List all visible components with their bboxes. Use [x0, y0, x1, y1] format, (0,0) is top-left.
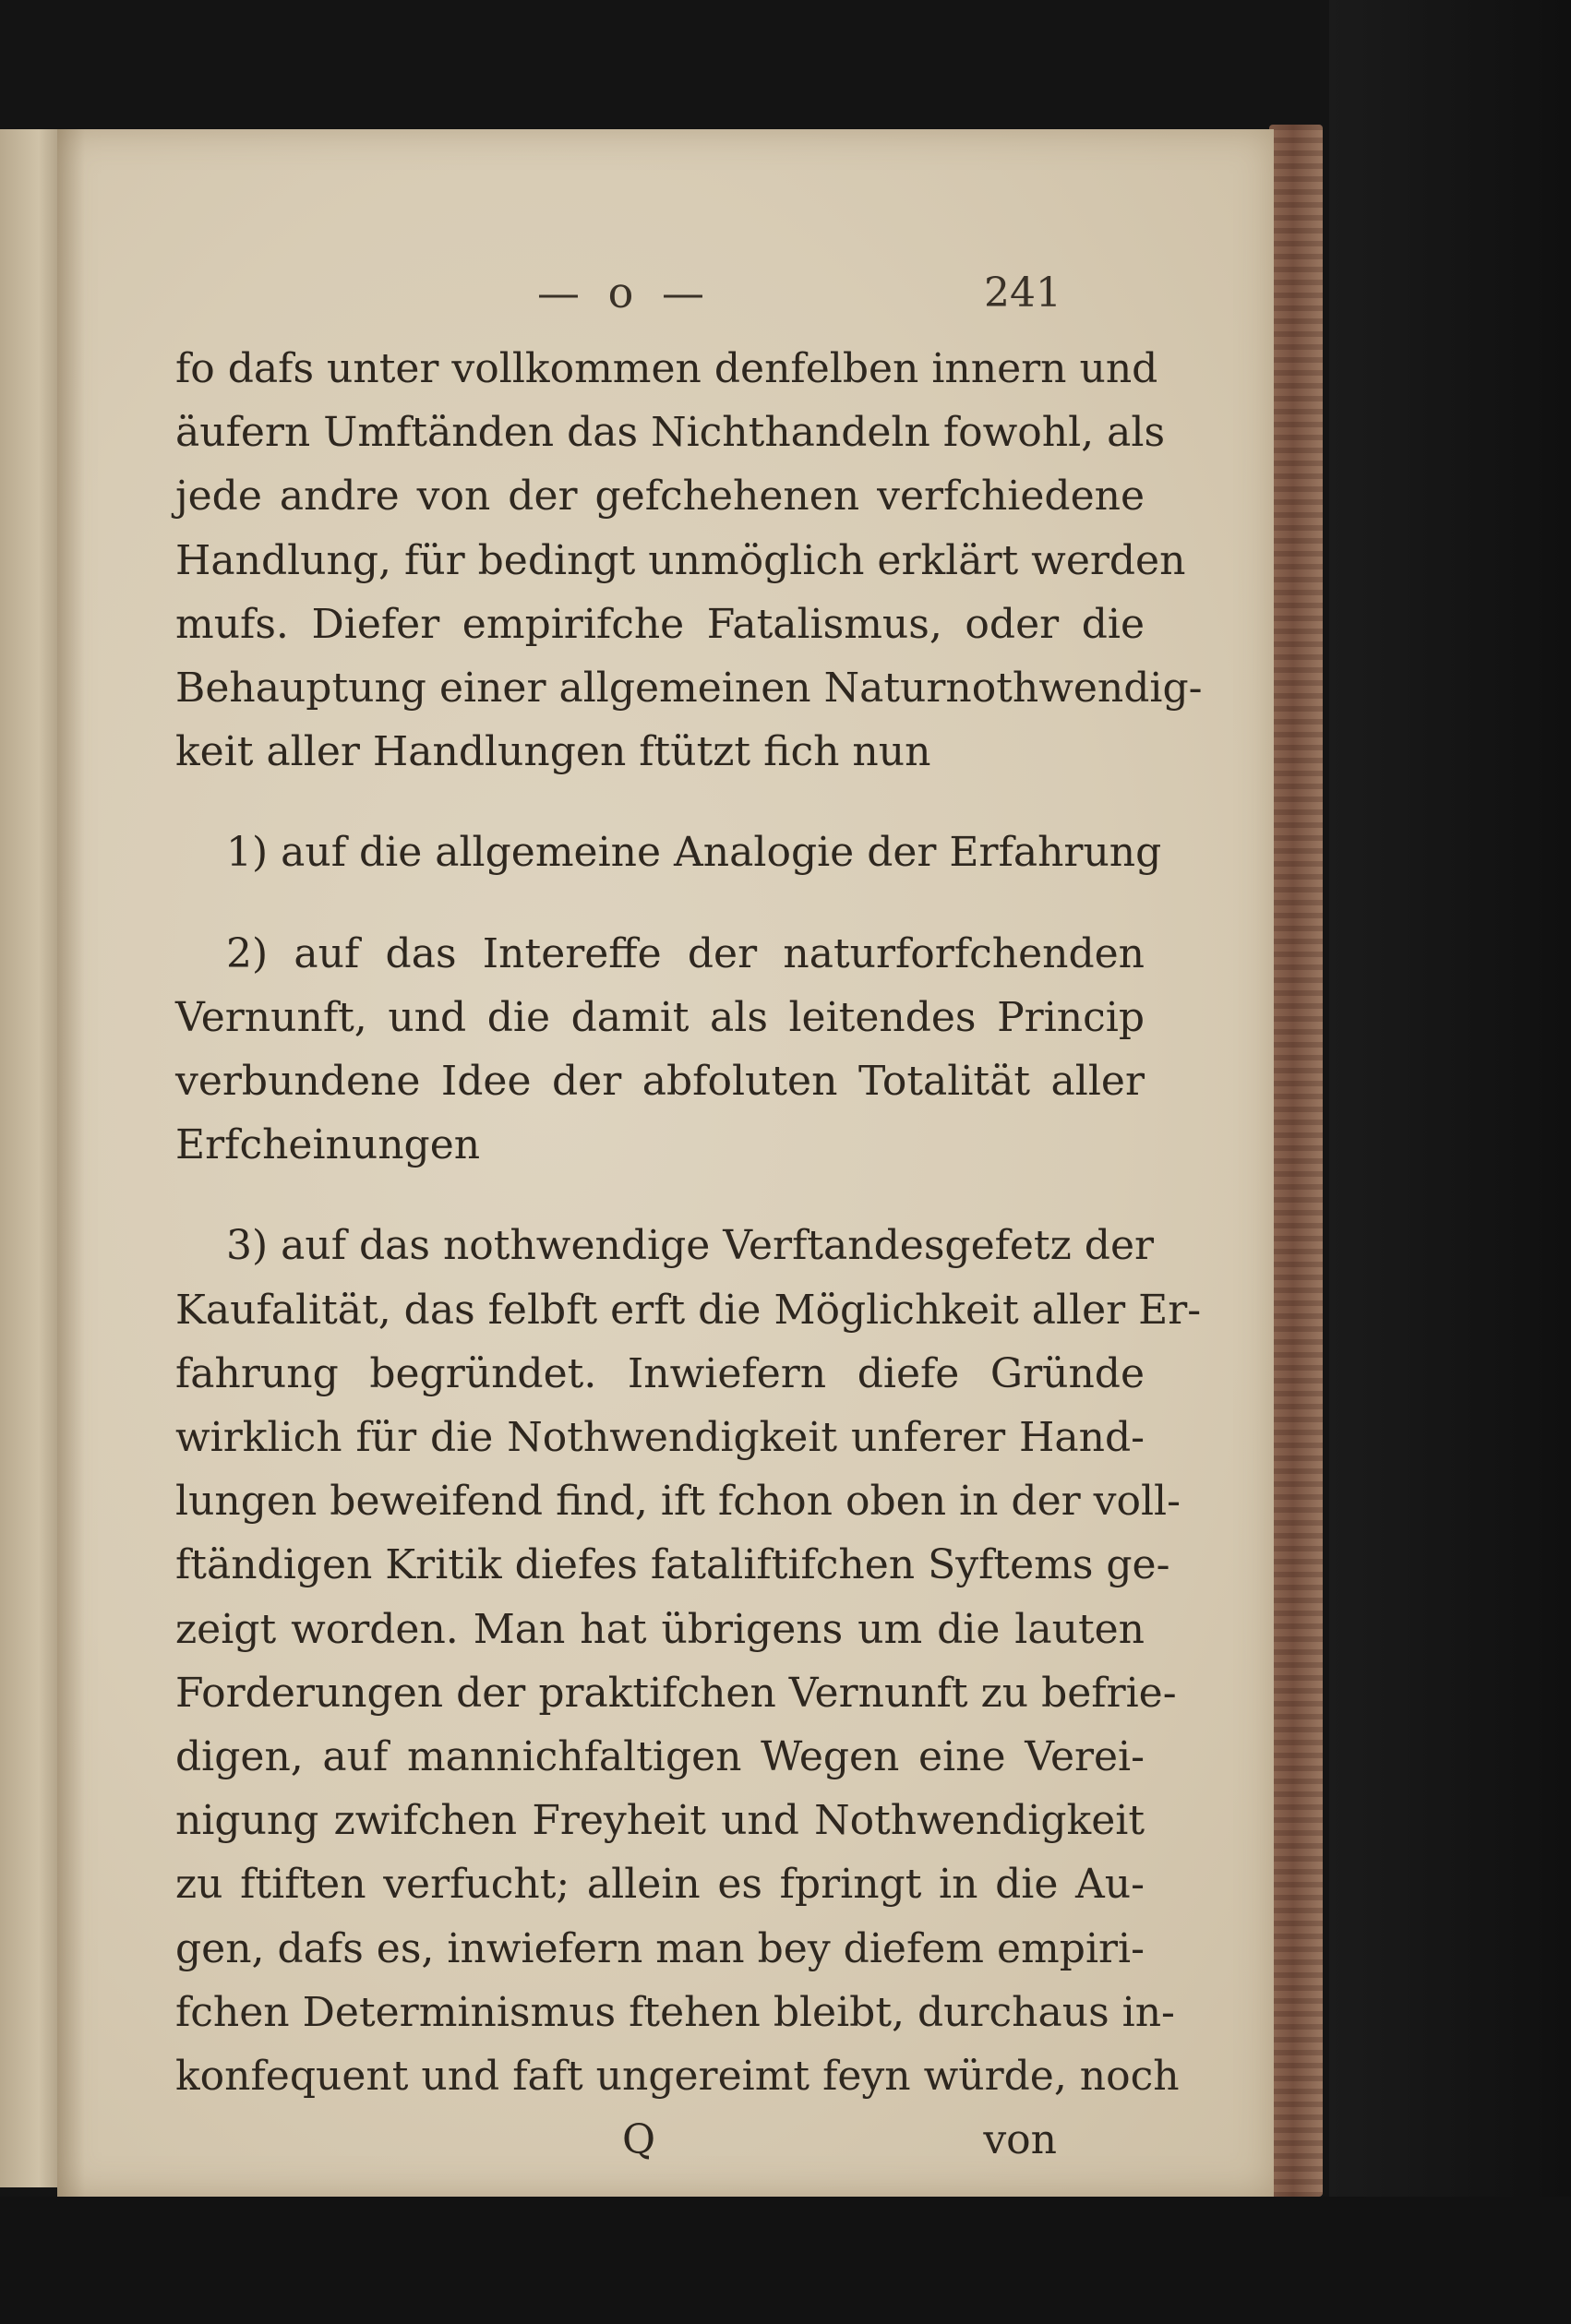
book-page: [57, 129, 1274, 2197]
list-item-3: [175, 1214, 1202, 2108]
text-line: nigung zwifchen Freyheit und Nothwendigkeit: [175, 1797, 1145, 1845]
text-line: Erfcheinungen: [175, 1121, 481, 1169]
catchword: von: [983, 2116, 1057, 2163]
text-line: wirklich für die Nothwendigkeit unferer Hand-: [175, 1414, 1145, 1462]
list-item-1: [175, 821, 1162, 884]
book-page-edges: [1269, 125, 1323, 2197]
text-line: ftändigen Kritik diefes fataliftifchen Syftems ge-: [175, 1541, 1170, 1589]
text-line: digen, auf mannichfaltigen Wegen eine Verei-: [175, 1733, 1145, 1781]
text-line: fchen Determinismus ftehen bleibt, durchaus in-: [175, 1988, 1175, 2036]
text-line: Behauptung einer allgemeinen Naturnothwendig-: [175, 665, 1203, 713]
text-line: fo dafs unter vollkommen denfelben innern und: [175, 345, 1158, 392]
text-line: zu ftiften verfucht; allein es fpringt in die Au-: [175, 1861, 1145, 1909]
text-line: lungen beweifend find, ift fchon oben in der voll-: [175, 1478, 1181, 1526]
signature-mark: Q: [622, 2116, 656, 2163]
text-line: keit aller Handlungen ftützt fich nun: [175, 728, 931, 776]
paragraph-1: [175, 337, 1203, 784]
text-line: Kaufalität, das felbft erft die Möglichkeit aller Er-: [175, 1286, 1202, 1334]
text-line: Vernunft, und die damit als leitendes Princip: [175, 993, 1145, 1041]
text-line: Forderungen der praktifchen Vernunft zu befrie-: [175, 1669, 1177, 1717]
text-line: jede andre von der gefchehenen verfchiedene: [175, 473, 1145, 521]
text-line: Handlung, für bedingt unmöglich erklärt werden: [175, 536, 1186, 584]
page-number: 241: [984, 270, 1061, 317]
spacer: [175, 784, 1145, 821]
text-line: gen, dafs es, inwiefern man bey diefem empiri-: [175, 1924, 1145, 1972]
text-line: 3) auf das nothwendige Verftandesgefetz der: [226, 1222, 1155, 1270]
page-body: [175, 337, 1203, 2108]
spacer: [175, 1177, 1145, 1214]
text-line: zeigt worden. Man hat übrigens um die lauten: [175, 1605, 1145, 1653]
background-bottom: [0, 2197, 1571, 2324]
header-ornament: — o —: [537, 268, 712, 317]
list-item-2: [175, 922, 1145, 1178]
spacer: [175, 885, 1145, 922]
text-line: äufern Umftänden das Nichthandeln fowohl, als: [175, 409, 1166, 457]
text-line: 2) auf das Intereffe der naturforfchenden: [226, 929, 1145, 977]
text-line: verbundene Idee der abfoluten Totalität aller: [175, 1058, 1145, 1106]
text-line: mufs. Diefer empirifche Fatalismus, oder die: [175, 600, 1145, 648]
background-right: [1329, 0, 1571, 2324]
text-line: fahrung begründet. Inwiefern diefe Gründe: [175, 1349, 1145, 1397]
text-line: konfequent und faft ungereimt feyn würde, noch: [175, 2053, 1180, 2101]
text-line: 1) auf die allgemeine Analogie der Erfahrung: [226, 829, 1162, 877]
